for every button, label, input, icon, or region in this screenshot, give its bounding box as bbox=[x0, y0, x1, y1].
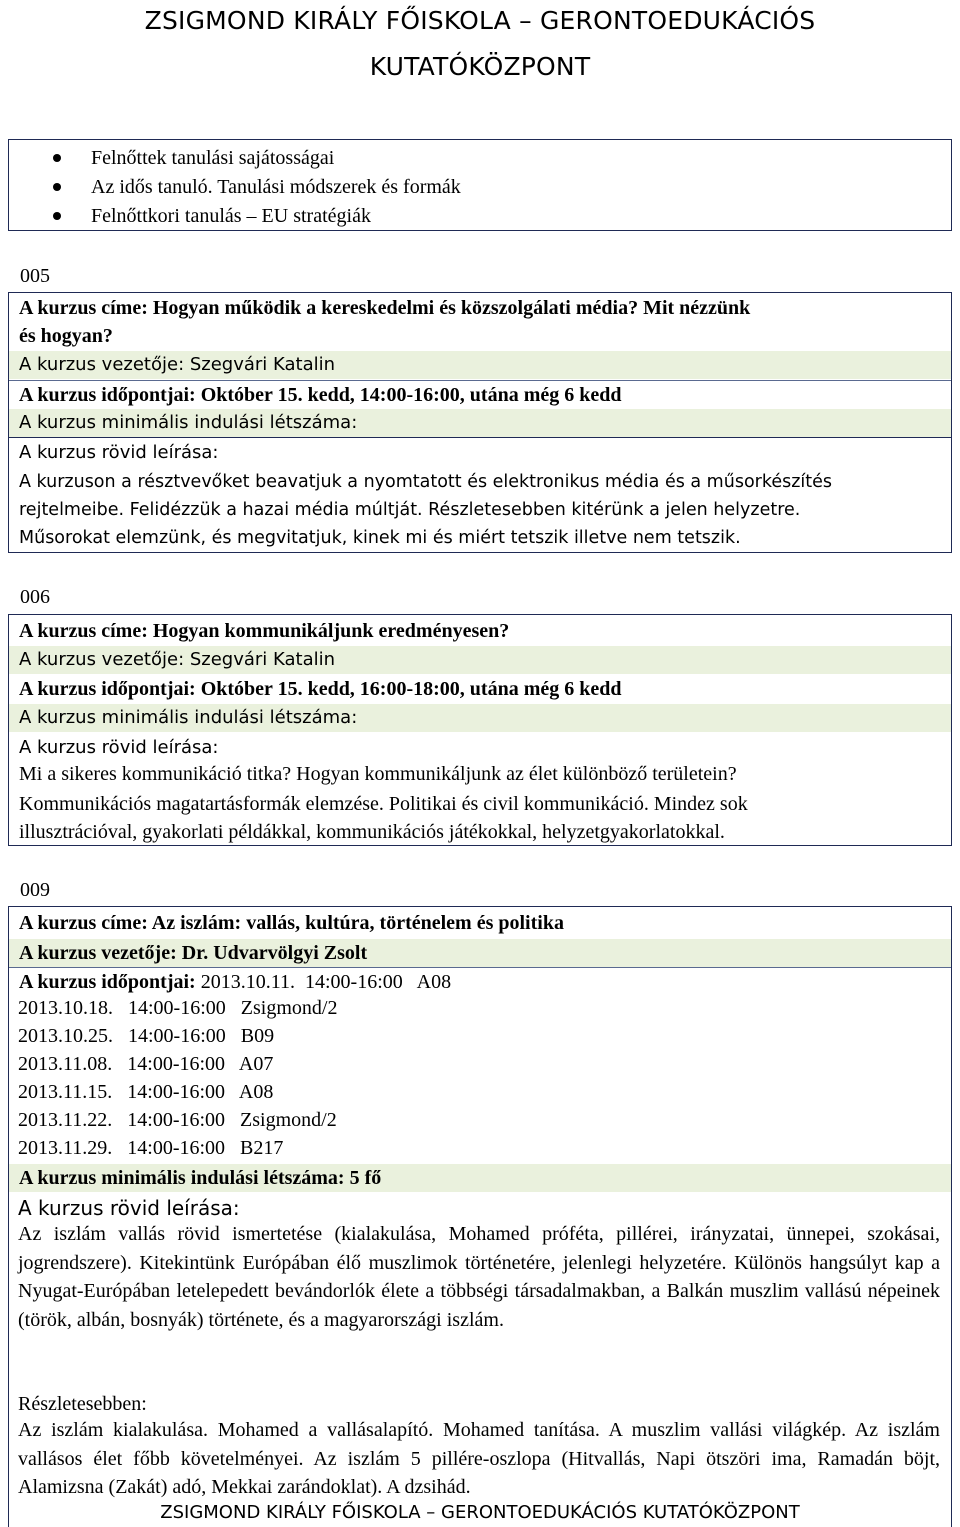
course-005-title-cont: és hogyan? bbox=[19, 325, 113, 347]
course-009-dates-label: A kurzus időpontjai: bbox=[19, 971, 196, 993]
course-005-number: 005 bbox=[20, 265, 50, 287]
course-005-dates: A kurzus időpontjai: Október 15. kedd, 14:00-16:00, utána még 6 kedd bbox=[9, 380, 951, 409]
course-009-leader: A kurzus vezetője: Dr. Udvarvölgyi Zsolt bbox=[9, 939, 951, 967]
course-005-desc-line: rejtelmeibe. Felidézzük a hazai média múltját. Részletesebben kitérünk a jelen helyzetre. bbox=[19, 500, 801, 520]
course-006-box bbox=[8, 614, 952, 846]
course-005-box bbox=[8, 292, 952, 438]
course-006-leader: A kurzus vezetője: Szegvári Katalin bbox=[9, 646, 951, 674]
course-009-date-line: 2013.11.22. 14:00-16:00 Zsigmond/2 bbox=[18, 1109, 337, 1131]
course-009-dates-row bbox=[9, 967, 951, 996]
course-005-leader: A kurzus vezetője: Szegvári Katalin bbox=[9, 351, 951, 379]
course-009-number: 009 bbox=[20, 879, 50, 901]
bullet-text: Az idős tanuló. Tanulási módszerek és formák bbox=[91, 176, 461, 198]
course-009-date-line: 2013.11.29. 14:00-16:00 B217 bbox=[18, 1137, 284, 1159]
course-006-desc-line: Mi a sikeres kommunikáció titka? Hogyan kommunikáljunk az élet különböző területein? bbox=[19, 763, 737, 785]
course-006-desc-label: A kurzus rövid leírása: bbox=[19, 737, 219, 758]
course-009-first-date: 2013.10.11. 14:00-16:00 A08 bbox=[195, 971, 452, 993]
course-005-desc-line: Műsorokat elemzünk, és megvitatjuk, kinek mi és miért tetszik illetve nem tetszik. bbox=[19, 528, 741, 548]
bullet-item bbox=[53, 173, 461, 201]
bullet-icon bbox=[53, 154, 61, 162]
course-006-title: A kurzus címe: Hogyan kommunikáljunk eredményesen? bbox=[19, 620, 510, 642]
course-006-desc-line: illusztrációval, gyakorlati példákkal, kommunikációs játékokkal, helyzetgyakorlatokkal. bbox=[19, 821, 725, 843]
course-005-desc-box bbox=[8, 438, 952, 553]
bullet-item bbox=[53, 144, 334, 172]
course-009-desc: Az iszlám vallás rövid ismertetése (kialakulása, Mohamed próféta, pillérei, irányzatai, ünnepei, szokásai, jogrendszere). Kitekintünk Európában élő muszlimok történetére, jelenlegi helyzetére. Különös hangsúlyt kap a Nyugat-Európában letelepedett bevándorlók élete a többségi társadalmakban, a Balkán muszlim vallású népeinek (török, albán, bosnyák) története, és a magyarországi iszlám. bbox=[18, 1223, 940, 1331]
bullet-icon bbox=[53, 212, 61, 220]
course-006-dates: A kurzus időpontjai: Október 15. kedd, 16:00-18:00, utána még 6 kedd bbox=[19, 678, 622, 700]
course-009-minimum: A kurzus minimális indulási létszáma: 5 fő bbox=[9, 1164, 951, 1192]
bullet-icon bbox=[53, 183, 61, 191]
course-005-desc-line: A kurzuson a résztvevőket beavatjuk a nyomtatott és elektronikus média és a műsorkészítés bbox=[19, 472, 833, 492]
page-header-line1: ZSIGMOND KIRÁLY FŐISKOLA – GERONTOEDUKÁCIÓS bbox=[144, 6, 816, 35]
bullet-text: Felnőttkori tanulás – EU stratégiák bbox=[91, 205, 371, 227]
course-006-number: 006 bbox=[20, 586, 50, 608]
topics-box bbox=[8, 139, 952, 231]
bullet-text: Felnőttek tanulási sajátosságai bbox=[91, 147, 335, 169]
course-009-title: A kurzus címe: Az iszlám: vallás, kultúra, történelem és politika bbox=[19, 912, 564, 934]
course-005-title: A kurzus címe: Hogyan működik a kereskedelmi és közszolgálati média? Mit nézzünk bbox=[19, 297, 751, 319]
course-005-minimum: A kurzus minimális indulási létszáma: bbox=[9, 409, 951, 437]
course-005-desc-label: A kurzus rövid leírása: bbox=[19, 442, 219, 463]
course-006-minimum: A kurzus minimális indulási létszáma: bbox=[9, 704, 951, 732]
course-009-details: Az iszlám kialakulása. Mohamed a vallásalapító. Mohamed tanítása. A muszlim vallási világkép. Az iszlám vallásos élet főbb követelményei. Az iszlám 5 pillére-oszlopa (Hitvallás, Napi ötszöri ima, Ramadán böjt, Alamizsna (Zakát) adó, Mekkai zarándoklat). A dzsihád. bbox=[18, 1419, 940, 1499]
course-009-date-line: 2013.10.25. 14:00-16:00 B09 bbox=[18, 1025, 275, 1047]
course-006-desc-line: Kommunikációs magatartásformák elemzése. Politikai és civil kommunikáció. Mindez sok bbox=[19, 793, 748, 815]
course-009-date-line: 2013.11.08. 14:00-16:00 A07 bbox=[18, 1053, 274, 1075]
course-009-desc-label: A kurzus rövid leírása: bbox=[18, 1196, 240, 1220]
course-009-date-line: 2013.10.18. 14:00-16:00 Zsigmond/2 bbox=[18, 997, 338, 1019]
course-009-details-label: Részletesebben: bbox=[18, 1393, 147, 1415]
page-header-line2: KUTATÓKÖZPONT bbox=[369, 52, 591, 81]
course-009-date-line: 2013.11.15. 14:00-16:00 A08 bbox=[18, 1081, 274, 1103]
bullet-item bbox=[53, 202, 371, 230]
page-footer: ZSIGMOND KIRÁLY FŐISKOLA – GERONTOEDUKÁCIÓS KUTATÓKÖZPONT bbox=[160, 1502, 800, 1523]
